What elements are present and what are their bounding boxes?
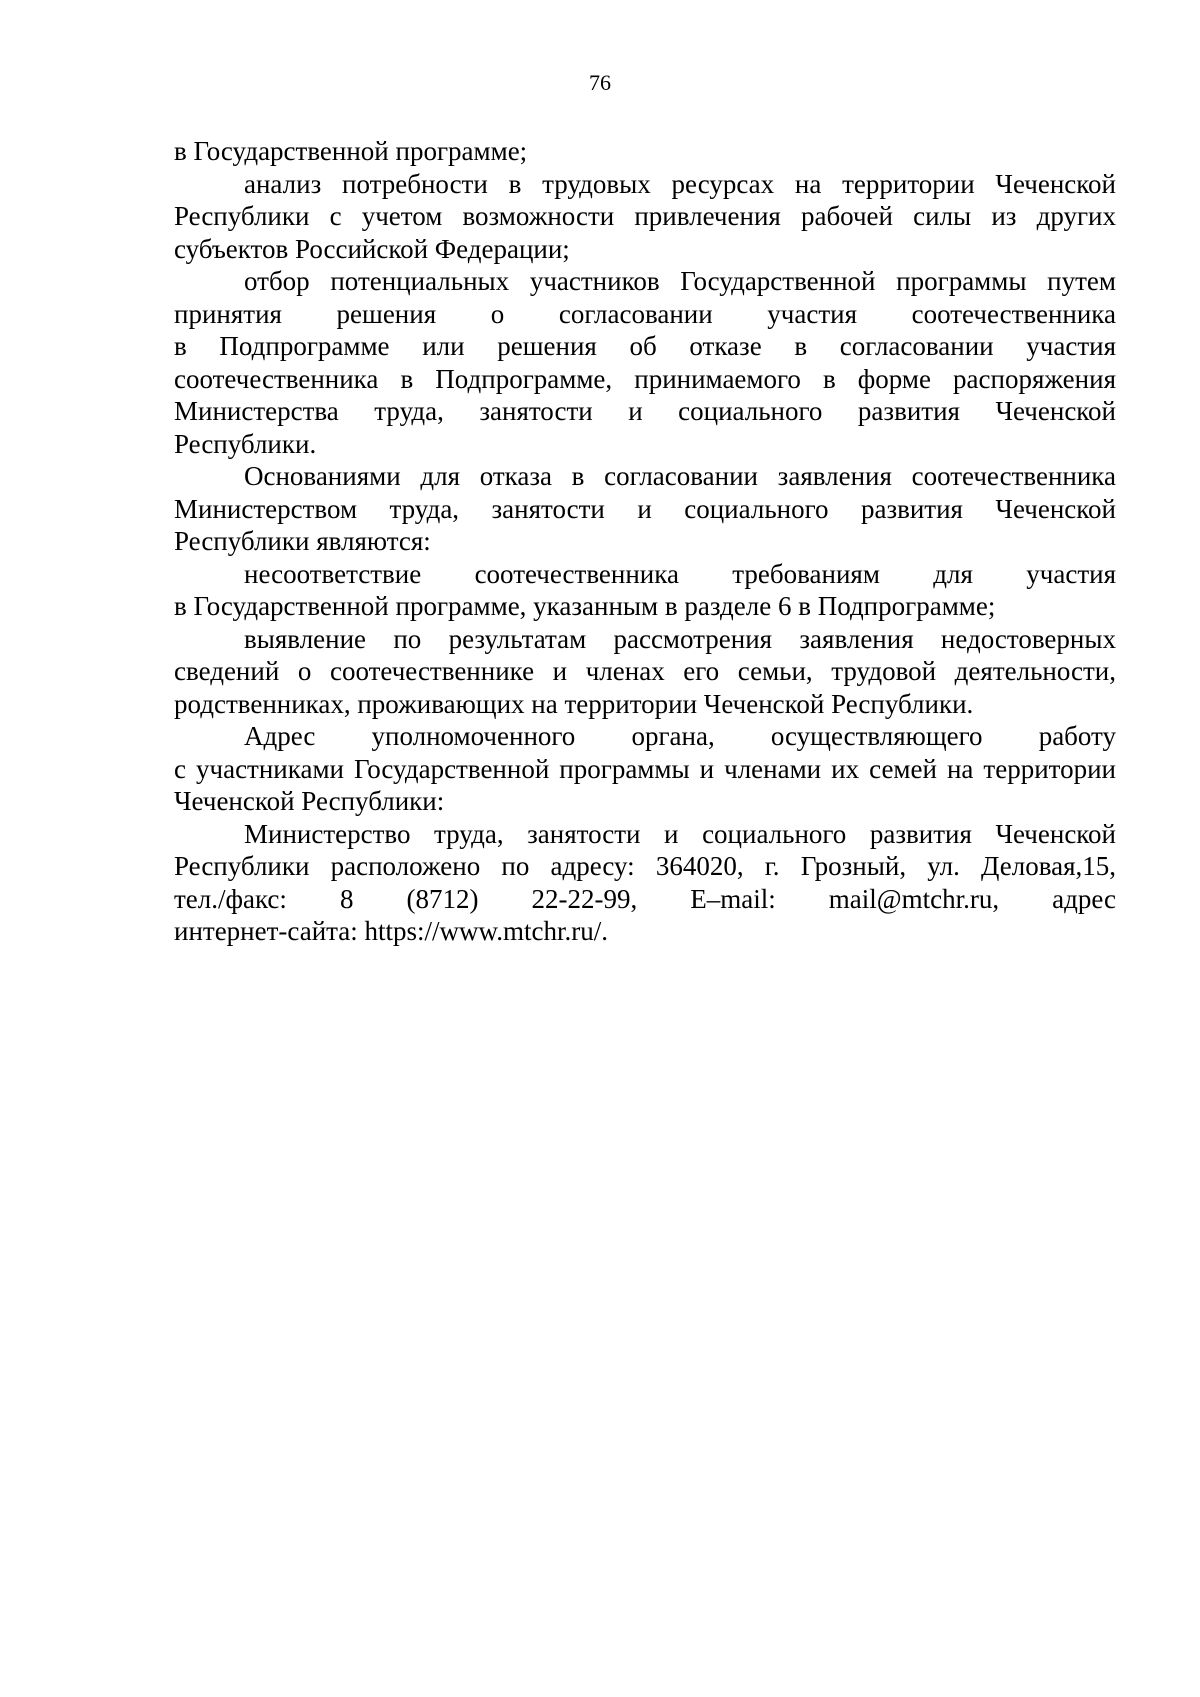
paragraph-p8-line-2: Республики расположено по адресу: 364020, г. Грозный, ул. Деловая,15,	[174, 851, 1116, 881]
paragraph-p6-line-3: родственниках, проживающих на территории Чеченской Республики.	[174, 688, 974, 719]
paragraph-p8-line-1: Министерство труда, занятости и социального развития Чеченской	[244, 818, 1116, 849]
paragraph-p1-line-1: в Государственной программе;	[174, 136, 528, 166]
paragraph-p7-line-3: Чеченской Республики:	[174, 786, 445, 816]
paragraph-p3-line-3: в Подпрограмме или решения об отказе в согласовании участия	[174, 331, 1116, 361]
paragraph-p3-line-2: принятия решения о согласовании участия соотечественника	[174, 298, 1116, 329]
paragraph-p4-line-1: Основаниями для отказа в согласовании заявления соотечественника	[244, 461, 1116, 491]
paragraph-p3-line-4: соотечественника в Подпрограмме, принимаемого в форме распоряжения	[174, 363, 1116, 394]
page-number: 76	[589, 70, 611, 95]
document-body	[174, 135, 1116, 948]
paragraph-p8-line-4: интернет-сайта: https://www.mtchr.ru/.	[174, 916, 609, 946]
paragraph-p3-line-1: отбор потенциальных участников Государственной программы путем	[244, 266, 1116, 296]
paragraph-p4-line-2: Министерством труда, занятости и социального развития Чеченской	[174, 493, 1116, 524]
paragraph-p2-line-3: субъектов Российской Федерации;	[174, 233, 570, 264]
paragraph-p3-line-6: Республики.	[174, 428, 317, 459]
paragraph-p6-line-1: выявление по результатам рассмотрения заявления недостоверных	[244, 623, 1116, 654]
paragraph-p7-line-2: с участниками Государственной программы и членами их семей на территории	[174, 753, 1116, 784]
paragraph-p2-line-2: Республики с учетом возможности привлечения рабочей силы из других	[174, 201, 1116, 231]
paragraph-p2-line-1: анализ потребности в трудовых ресурсах на территории Чеченской	[244, 168, 1116, 199]
paragraph-p5-line-1: несоответствие соотечественника требованиям для участия	[244, 558, 1116, 589]
paragraph-p6-line-2: сведений о соотечественнике и членах его семьи, трудовой деятельности,	[174, 656, 1116, 686]
paragraph-p3-line-5: Министерства труда, занятости и социального развития Чеченской	[174, 396, 1116, 426]
paragraph-p4-line-3: Республики являются:	[174, 526, 431, 556]
paragraph-p7-line-1: Адрес уполномоченного органа, осуществляющего работу	[244, 721, 1116, 751]
paragraph-p5-line-2: в Государственной программе, указанным в разделе 6 в Подпрограмме;	[174, 591, 996, 621]
paragraph-p8-line-3: тел./факс: 8 (8712) 22-22-99, E–mail: mail@mtchr.ru, адрес	[174, 883, 1116, 914]
